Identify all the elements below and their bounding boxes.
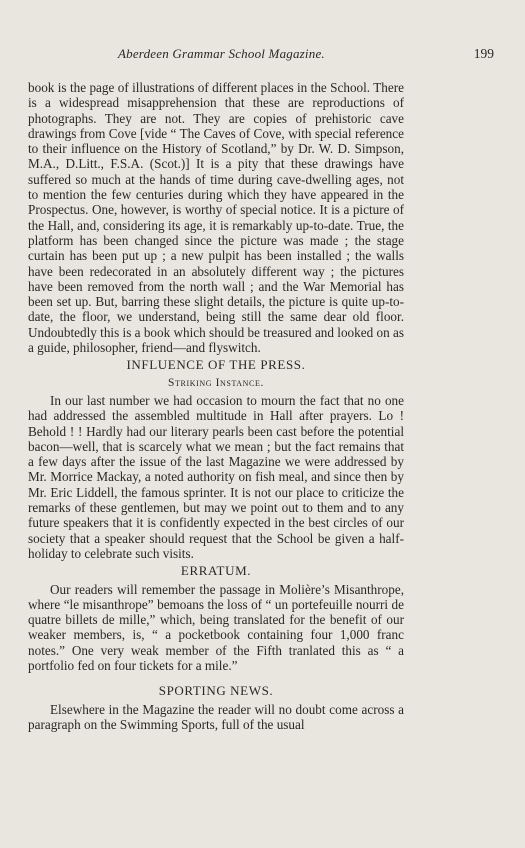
article-body: [28, 80, 404, 732]
press-paragraph: In our last number we had occasion to mourn the fact that no one had addressed the assembled multitude in Hall after prayers. Lo ! Behold ! ! Hardly had our literary pearls been cast before the potential bacon—well, that is scarcely what we mean ; but the fact remains that a few days after the issue of the last Magazine we were addressed by Mr. Morrice Mackay, a noted authority on fish meal, and since then by Mr. Eric Liddell, the famous sprinter. It is not our place to criticize the remarks of these gentlemen, but may we point out to them and to any future speakers that it is confidently expected in the best circles of our society that a speaker should request that the School be given a half-holiday to celebrate such visits.: [28, 392, 404, 561]
intro-paragraph: book is the page of illustrations of different places in the School. There is a widespread misapprehension that these are reproductions of photographs. They are not. They are copies of prehistoric cave drawings from Cove [vide “ The Caves of Cove, with special reference to their influence on the History of Scotland,” by Dr. W. D. Simpson, M.A., D.Litt., F.S.A. (Scot.)] It is a pity that these drawings have suffered so much at the hands of time during cave-dwelling ages, not to mention the few centuries during which they have appeared in the Prospectus. One, however, is worthy of special notice. It is a picture of the Hall, and, considering its age, it is remarkably up-to-date. True, the platform has been changed since the picture was made ; the stage curtain has been put up ; a new pulpit has been installed ; the walls have been redecorated in an absolutely different way ; the pictures have been removed from the north wall ; and the War Memorial has been set up. But, barring these slight details, the picture is quite up-to-date, the floor, we understand, being still the same dear old floor. Undoubtedly this is a book which should be treasured and looked on as a guide, philosopher, friend—and flyswitch.: [28, 80, 404, 356]
section-heading-sporting: SPORTING NEWS.: [158, 683, 274, 699]
page-header: [28, 46, 504, 66]
section-heading-erratum: ERRATUM.: [180, 563, 252, 579]
section-heading-press: INFLUENCE OF THE PRESS.: [126, 357, 306, 373]
sporting-paragraph: Elsewhere in the Magazine the reader will no doubt come across a paragraph on the Swimming Sports, full of the usual: [28, 701, 404, 732]
running-title: Aberdeen Grammar School Magazine.: [118, 46, 325, 61]
page-number: 199: [473, 46, 494, 61]
section-gap: [28, 673, 404, 681]
section-subheading-press: Striking Instance.: [168, 376, 264, 389]
erratum-paragraph: Our readers will remember the passage in Molière’s Misanthrope, where “le misanthrope” bemoans the loss of “ un portefeuille nourri de quatre billets de mille,” which, being translated for the benefit of our weaker members, is, “ a pocketbook containing four 1,000 franc notes.” One very weak member of the Fifth tranlated this as “ a portfolio fed on four tickets for a mile.”: [28, 581, 404, 673]
